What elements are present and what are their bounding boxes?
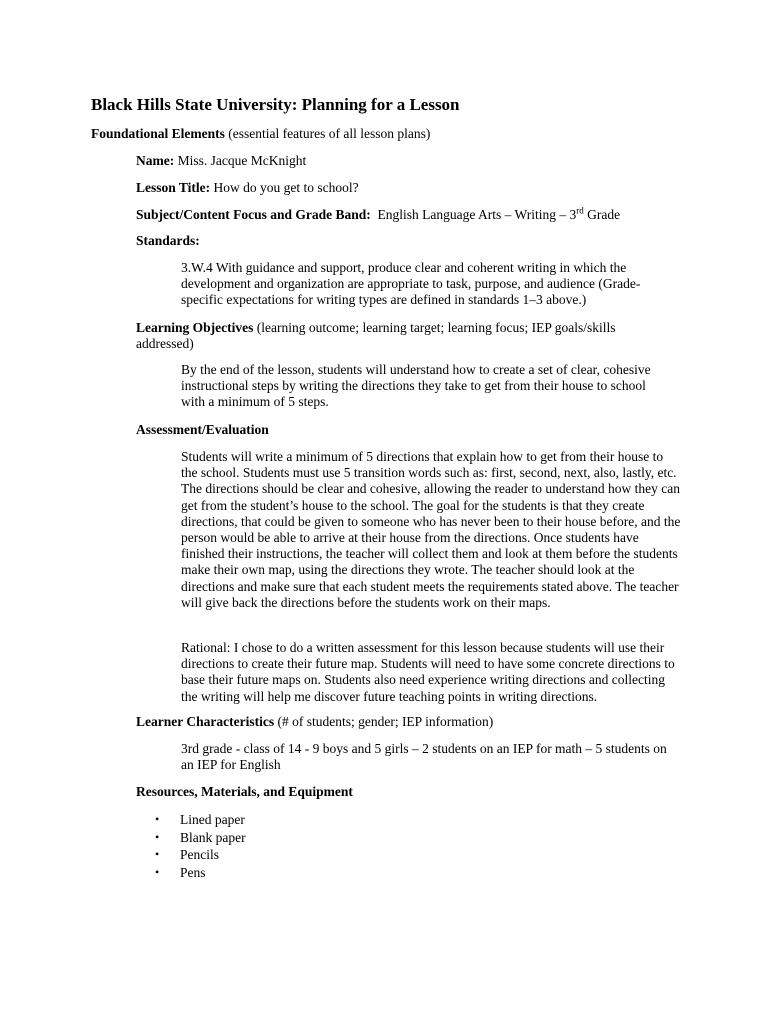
bullet-icon: • — [155, 847, 160, 862]
assessment-rationale: Rational: I chose to do a written assessment for this lesson because students will use their directions to create their future map. Students will need to have some concrete directions to base their future maps on. Students also need experience writing directions and collecting the writing will help me discover future teaching points in writing directions. — [181, 640, 675, 704]
name-line — [136, 153, 306, 169]
learner-characteristics-heading — [136, 714, 493, 730]
assessment-heading: Assessment/Evaluation — [136, 422, 269, 437]
objectives-heading — [136, 320, 636, 352]
assessment-text: Students will write a minimum of 5 directions that explain how to get from their house to the school. Students must use 5 transition words such as: first, second, next, also, lastly, etc. The directions should be clear and cohesive, allowing the reader to understand how they can get from the student’s house to the school. The goal for the students is that they create directions, that could be given to someone who has never been to their house before, and the person would be able to arrive at their house from the directions. Once students have finished their instructions, the teacher will collect them and look at them before the students make their own map, using the directions they wrote. The teacher should look at the directions and make sure that each student meets the requirements stated above. The teacher will give back the directions before the students work on their maps. — [181, 449, 681, 610]
list-item: • Blank paper — [155, 829, 246, 845]
lesson-title-line — [136, 180, 359, 196]
objectives-label: Learning Objectives — [136, 320, 254, 335]
list-item: • Pens — [155, 864, 206, 880]
resources-list — [155, 811, 246, 881]
bullet-icon: • — [155, 864, 160, 879]
resources-heading: Resources, Materials, and Equipment — [136, 784, 353, 799]
standards-heading: Standards: — [136, 233, 200, 248]
subject-label: Subject/Content Focus and Grade Band: — [136, 207, 371, 222]
lesson-title-value: How do you get to school? — [213, 180, 359, 195]
bullet-icon: • — [155, 829, 160, 844]
name-value: Miss. Jacque McKnight — [177, 153, 307, 168]
document-title: Black Hills State University: Planning for a Lesson — [91, 95, 460, 114]
name-label: Name: — [136, 153, 175, 168]
lesson-title-label: Lesson Title: — [136, 180, 211, 195]
objectives-note: (learning outcome; learning target; learning focus; IEP goals/skills addressed) — [136, 320, 616, 351]
list-item: • Pencils — [155, 847, 219, 863]
foundational-elements-heading — [91, 126, 430, 142]
bullet-icon: • — [155, 812, 160, 826]
foundational-label: Foundational Elements — [91, 126, 225, 141]
learner-label: Learner Characteristics — [136, 714, 275, 729]
list-item: • Lined paper — [155, 812, 245, 827]
standards-text: 3.W.4 With guidance and support, produce clear and coherent writing in which the development and organization are appropriate to task, purpose, and audience (Grade-specific expectations for writing types are defined in standards 1–3 above.) — [181, 260, 641, 308]
learner-note: (# of students; gender; IEP information) — [277, 714, 494, 729]
foundational-note: (essential features of all lesson plans) — [228, 126, 431, 141]
subject-line — [136, 207, 620, 223]
learner-text: 3rd grade - class of 14 - 9 boys and 5 girls – 2 students on an IEP for math – 5 students on an IEP for English — [181, 741, 667, 773]
objectives-text: By the end of the lesson, students will understand how to create a set of clear, cohesive instructional steps by writing the directions they take to get from their house to school with a minimum of 5 steps. — [181, 362, 651, 410]
subject-value: English Language Arts – Writing – 3rd Grade — [377, 205, 621, 222]
